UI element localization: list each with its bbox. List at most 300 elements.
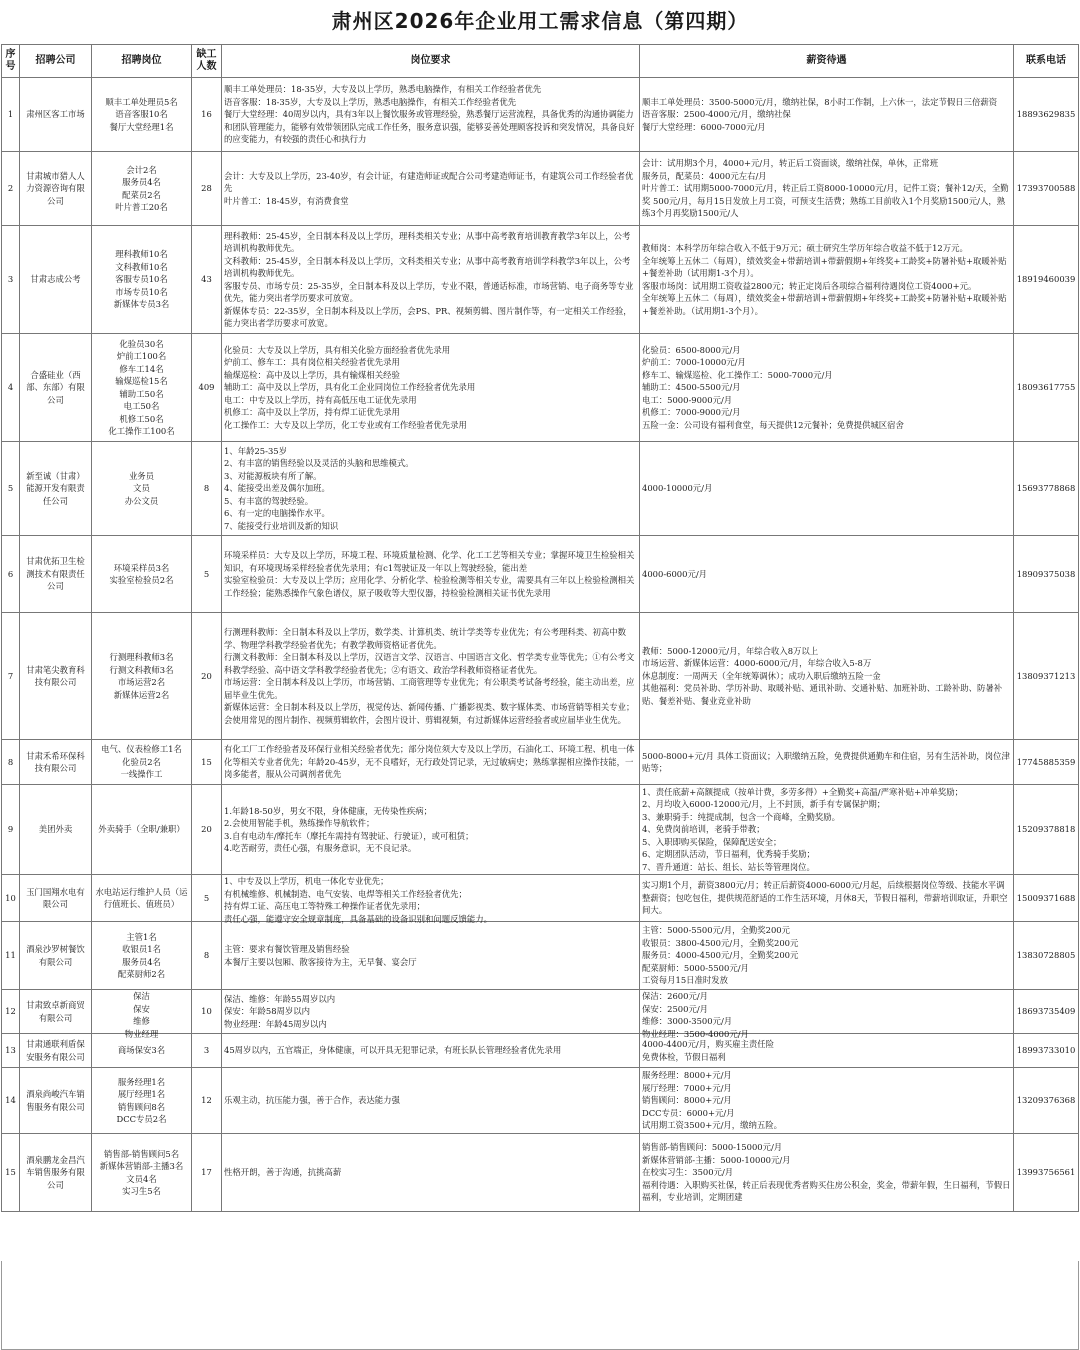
position-item: 行测理科教师3名 — [109, 652, 174, 662]
table-row — [2, 613, 1079, 740]
vacancy-count: 17 — [201, 1167, 212, 1178]
phone-cell — [1014, 1134, 1079, 1212]
table-row — [2, 1068, 1079, 1134]
requirement-line: 餐厅大堂经理：40周岁以内，具有3年以上餐饮服务或管理经验，熟悉餐厅运营流程，具备优秀的沟通协调能力和团队管理能力，能够有效带领团队完成工作任务，服务意识强，能够妥善处理顾客投诉和突发情况，具备良好的应变能力，有较强的责任心和执行力 — [224, 109, 635, 145]
position-item: 销售顾问8名 — [117, 1101, 166, 1112]
positions-cell — [92, 334, 192, 442]
requirement-line: 物业经理：年龄45周岁以内 — [224, 1018, 327, 1029]
salary-line: 电工：5000-9000元/月 — [642, 394, 733, 405]
company-name: 甘肃致卓新商贸有限公司 — [26, 1000, 85, 1023]
positions-cell — [92, 152, 192, 226]
page-title: 肃州区2026年企业用工需求信息（第四期） — [331, 9, 749, 33]
table-row — [2, 740, 1079, 785]
row-index-cell — [2, 334, 20, 442]
requirements-cell — [222, 1034, 640, 1068]
row-index: 10 — [5, 892, 16, 903]
position-item: 服务经理1名 — [117, 1076, 166, 1087]
table-row — [2, 922, 1079, 990]
table-row — [2, 334, 1079, 442]
company-cell — [20, 226, 92, 334]
salary-line: 休息制度：一周两天（全年统筹调休）；成功入职后缴纳五险一金 — [642, 670, 881, 681]
position-item: 文员 — [133, 483, 150, 494]
position-item: 服务员4名 — [122, 956, 161, 967]
requirement-line: 6、有一定的电脑操作水平。 — [224, 508, 330, 519]
requirement-line: 化工操作工：大专及以上学历，化工专业或有工作经验者优先录用 — [224, 419, 467, 430]
requirement-line: 有化工厂工作经验者及环保行业相关经验者优先；部分岗位须大专及以上学历，石油化工、环境工程、机电一体化等相关专业者优先；年龄20-45岁，无不良嗜好，无行政处罚记录，无过敏病史；熟练掌握相应操作技能，一岗多能者，服从公司调剂者优先 — [224, 744, 635, 780]
requirement-line: 持有焊工证、高压电工等特殊工种操作证者优先录用； — [224, 901, 425, 911]
company-name: 合盛硅业（西部、东部）有限公司 — [26, 369, 85, 405]
position-item: 电工50名 — [123, 401, 160, 411]
phone-number: 18893629835 — [1016, 109, 1076, 120]
positions-cell — [92, 1068, 192, 1134]
position-item: 一线操作工 — [120, 769, 163, 780]
company-name: 甘肃志成公考 — [30, 274, 81, 285]
requirement-line: 45周岁以内，五官端正，身体健康，可以开具无犯罪记录，有班长队长管理经验者优先录用 — [224, 1045, 562, 1056]
count-cell — [192, 334, 222, 442]
header-position: 招聘岗位 — [92, 45, 192, 78]
requirement-line: 环境采样员：大专及以上学历，环境工程、环境质量检测、化学、化工工艺等相关专业；掌握环境卫生检验相关知识，有环境现场采样经验者优先录用；有c1驾驶证及一年以上驾驶经验，能出差 — [224, 550, 635, 573]
requirement-line: 理科教师：25-45岁，全日制本科及以上学历，理科类相关专业；从事中高考教育培训教育教学3年以上，公考培训机构教师优先。 — [224, 230, 631, 253]
requirement-line: 4.吃苦耐劳，责任心强，有服务意识，无不良记录。 — [224, 843, 417, 853]
row-index: 4 — [7, 382, 14, 393]
requirements-cell — [222, 152, 640, 226]
phone-cell — [1014, 78, 1079, 152]
vacancy-count: 43 — [201, 274, 212, 285]
phone-cell — [1014, 226, 1079, 334]
company-cell — [20, 1068, 92, 1134]
salary-line: 教师：5000-12000元/月，年综合收入8万以上 — [642, 645, 819, 656]
row-index: 5 — [7, 483, 14, 494]
requirement-line: 1、中专及以上学历，机电一体化专业优先； — [224, 876, 389, 886]
position-item: 辅助工50名 — [119, 388, 164, 399]
position-item: 炉前工100名 — [116, 351, 167, 361]
vacancy-count: 16 — [201, 109, 212, 120]
positions-cell — [92, 613, 192, 740]
position-item: 顺丰工单处理员5名 — [105, 96, 178, 107]
salary-cell — [640, 536, 1014, 613]
requirements-cell — [222, 613, 640, 740]
position-item: DCC专员2名 — [116, 1114, 167, 1124]
phone-cell — [1014, 536, 1079, 613]
phone-cell — [1014, 1034, 1079, 1068]
salary-line: 4000-10000元/月 — [642, 483, 713, 494]
table-header — [2, 45, 1079, 78]
position-item: 新媒体运营2名 — [113, 689, 170, 700]
salary-line: 4000-6000元/月 — [642, 568, 708, 579]
requirements-cell — [222, 922, 640, 990]
vacancy-count: 5 — [203, 568, 210, 579]
requirement-line: 叶片普工：18-45岁，有消费食堂 — [224, 195, 349, 206]
requirements-cell — [222, 990, 640, 1034]
salary-line: 5、入职即购买保险，保障配送安全； — [642, 836, 782, 847]
requirements-cell — [222, 785, 640, 875]
header-idx: 序号 — [2, 45, 20, 78]
requirement-line: 1.年龄18-50岁，男女不限，身体健康，无传染性疾病； — [224, 805, 433, 816]
position-item: 市场运营2名 — [117, 677, 166, 687]
salary-cell — [640, 334, 1014, 442]
salary-line: 餐厅大堂经理：6000-7000元/月 — [642, 121, 766, 132]
count-cell — [192, 226, 222, 334]
row-index: 15 — [5, 1167, 16, 1178]
requirement-line: 责任心强，能遵守安全规章制度，具备基础的设备识别和问题反馈能力。 — [224, 913, 492, 924]
row-index: 8 — [7, 756, 14, 767]
vacancy-count: 20 — [201, 824, 212, 835]
table-row — [2, 785, 1079, 875]
requirement-line: 实验室检验员：大专及以上学历；应用化学、分析化学、检验检测等相关专业，需要具有三年以上检验检测相关工作经验；能熟悉操作气象色谱仪，原子吸收等大型仪器，持检验检测相关证书优先录用 — [224, 575, 635, 598]
count-cell — [192, 990, 222, 1034]
company-cell — [20, 785, 92, 875]
requirements-cell — [222, 536, 640, 613]
requirement-line: 语音客服：18-35岁，大专及以上学历，熟悉电脑操作，有相关工作经验者优先 — [224, 96, 517, 107]
salary-cell — [640, 1068, 1014, 1134]
phone-number: 18693735409 — [1016, 1006, 1076, 1017]
phone-cell — [1014, 740, 1079, 785]
company-cell — [20, 442, 92, 536]
requirement-line: 1、年龄25-35岁 — [224, 445, 287, 456]
position-item: 销售部-销售顾问5名 — [103, 1148, 180, 1159]
requirement-line: 保安：年龄58周岁以内 — [224, 1006, 311, 1017]
positions-cell — [92, 740, 192, 785]
company-name: 甘肃通联利盾保安服务有限公司 — [26, 1039, 85, 1062]
requirement-line: 会计：大专及以上学历，23-40岁，有会计证，有建造师证或配合公司考建造师证书，有建筑公司工作经验者优先 — [224, 170, 634, 194]
company-cell — [20, 1034, 92, 1068]
vacancy-count: 15 — [201, 756, 212, 767]
salary-line: 在校实习生：3500元/月 — [642, 1167, 734, 1178]
requirements-cell — [222, 78, 640, 152]
count-cell — [192, 152, 222, 226]
count-cell — [192, 536, 222, 613]
salary-line: 4、免费岗前培训，老骑手带教； — [642, 824, 765, 835]
phone-number: 17745885359 — [1016, 756, 1076, 767]
position-item: 修车工14名 — [119, 363, 164, 374]
salary-line: 销售部-销售顾问：5000-15000元/月 — [642, 1142, 783, 1153]
company-name: 酒泉鹏龙金昌汽车销售服务有限公司 — [26, 1154, 85, 1190]
salary-line: 修车工、输煤巡检、化工操作工：5000-7000元/月 — [642, 369, 833, 380]
count-cell — [192, 785, 222, 875]
position-item: 行测文科教师3名 — [109, 664, 174, 675]
row-index: 3 — [7, 274, 14, 285]
phone-cell — [1014, 152, 1079, 226]
vacancy-count: 3 — [203, 1045, 210, 1056]
phone-number: 15693778868 — [1016, 483, 1076, 494]
phone-cell — [1014, 875, 1079, 922]
position-item: 餐厅大堂经理1名 — [109, 121, 174, 132]
company-cell — [20, 78, 92, 152]
row-index: 11 — [5, 950, 16, 961]
blank-area — [1, 1261, 1079, 1350]
vacancy-count: 409 — [198, 382, 215, 393]
company-name: 甘肃禾希环保科技有限公司 — [26, 750, 85, 773]
row-index: 9 — [7, 824, 14, 835]
table-row — [2, 875, 1079, 922]
phone-cell — [1014, 334, 1079, 442]
salary-cell — [640, 613, 1014, 740]
position-item: 水电站运行维护人员（运行值班长、值班员） — [95, 886, 188, 909]
salary-line: 机修工：7000-9000元/月 — [642, 407, 741, 418]
company-name: 甘肃城市猎人人力资源咨询有限公司 — [26, 170, 85, 206]
requirements-cell — [222, 334, 640, 442]
count-cell — [192, 1134, 222, 1212]
position-item: 文科教师10名 — [115, 261, 168, 272]
count-cell — [192, 613, 222, 740]
requirement-line: 3.自有电动车/摩托车（摩托车需持有驾驶证、行驶证），或可租赁； — [224, 830, 474, 841]
position-item: 语音客服10名 — [115, 109, 168, 120]
salary-line: 保安：2500元/月 — [642, 1003, 709, 1014]
requirement-line: 市场运营：全日制本科及以上学历，市场营销、工商管理等专业优先；有公职类考试备考经验，能主动出差，应届毕业生优先。 — [224, 677, 635, 700]
position-item: 输煤巡检15名 — [115, 376, 168, 386]
phone-number: 13993756561 — [1016, 1167, 1076, 1178]
positions-cell — [92, 226, 192, 334]
salary-line: 5000-8000+元/月 具体工资面议；入职缴纳五险，免费提供通勤车和住宿，另有生活补助，岗位津贴等； — [642, 750, 1010, 773]
position-item: 配菜员2名 — [122, 189, 161, 200]
salary-line: 全年统筹上五休二（每周），绩效奖金+带薪培训+带薪假期+年终奖+工龄奖+防暑补贴+取暖补贴+餐差补助（试用期1-3个月）。 — [642, 255, 1007, 278]
position-item: 叶片普工20名 — [115, 202, 168, 212]
company-name: 酒泉沙罗树餐饮有限公司 — [26, 944, 85, 967]
salary-line: 新媒体营销部-主播：5000-10000元/月 — [642, 1154, 791, 1165]
count-cell — [192, 1068, 222, 1134]
company-name: 肃州区客工市场 — [26, 109, 85, 120]
company-name: 玉门国翔水电有限公司 — [26, 886, 85, 909]
count-cell — [192, 78, 222, 152]
company-cell — [20, 1134, 92, 1212]
row-index-cell — [2, 152, 20, 226]
requirement-line: 7、能接受行业培训及新的知识 — [224, 520, 339, 531]
requirements-cell — [222, 875, 640, 922]
salary-line: 炉前工：7000-10000元/月 — [642, 357, 746, 368]
table-row — [2, 78, 1079, 152]
position-item: 市场专员10名 — [115, 286, 168, 297]
position-item: 展厅经理1名 — [117, 1089, 166, 1099]
row-index-cell — [2, 740, 20, 785]
table-row — [2, 1134, 1079, 1212]
positions-cell — [92, 785, 192, 875]
position-item: 配菜厨师2名 — [117, 969, 166, 979]
position-item: 主管1名 — [126, 931, 157, 942]
salary-line: 全年统筹上五休二（每周），绩效奖金+带薪培训+带薪假期+年终奖+工龄奖+防暑补贴+取暖补贴+餐差补助。（试用期1-3个月）。 — [642, 293, 1007, 316]
requirement-line: 辅助工：高中及以上学历，具有化工企业同岗位工作经验者优先录用 — [224, 382, 476, 393]
vacancy-count: 5 — [203, 892, 210, 903]
header-company: 招聘公司 — [20, 45, 92, 78]
requirement-line: 5、有丰富的驾驶经验。 — [224, 495, 314, 506]
positions-cell — [92, 536, 192, 613]
positions-cell — [92, 78, 192, 152]
positions-cell — [92, 1134, 192, 1212]
salary-line: 顺丰工单处理员：3500-5000元/月，缴纳社保，8小时工作制，上六休一，法定节假日三倍薪资 — [642, 96, 998, 107]
requirement-line: 保洁、维修：年龄55周岁以内 — [224, 993, 336, 1004]
salary-line: 实习期1个月，薪资3800元/月；转正后薪资4000-6000元/月起，后续根据岗位等级、技能水平调整薪资；包吃包住，提供规范舒适的工作生活环境，月休8天，节假日福利，带薪培训取证，升职空间大。 — [642, 880, 1008, 916]
table-row — [2, 536, 1079, 613]
phone-cell — [1014, 442, 1079, 536]
salary-cell — [640, 875, 1014, 922]
requirement-line: 机修工：高中及以上学历，持有焊工证优先录用 — [224, 407, 400, 418]
position-item: 商场保安3名 — [117, 1045, 166, 1056]
company-name: 酒泉尚峻汽车销售服务有限公司 — [26, 1089, 85, 1112]
positions-cell — [92, 990, 192, 1039]
row-index-cell — [2, 226, 20, 334]
requirement-line: 文科教师：25-45岁，全日制本科及以上学历，文科类相关专业；从事中高考教育培训学科教学3年以上，公考培训机构教师优先。 — [224, 255, 631, 278]
position-item: 维修 — [133, 1016, 150, 1026]
row-index: 6 — [7, 568, 14, 579]
company-name: 美团外卖 — [38, 824, 73, 835]
vacancy-count: 10 — [201, 1006, 212, 1017]
position-item: 物业经理 — [124, 1028, 159, 1039]
table-row — [2, 990, 1079, 1034]
positions-cell — [92, 922, 192, 990]
salary-cell — [640, 990, 1014, 1039]
position-item: 收银员1名 — [122, 944, 161, 954]
row-index: 2 — [7, 183, 14, 194]
position-item: 新媒体营销部-主播3名 — [99, 1161, 184, 1171]
company-cell — [20, 536, 92, 613]
salary-line: 6、定期团队活动，节日福利，优秀骑手奖励； — [642, 849, 815, 860]
company-name: 甘肃优拓卫生检测技术有限责任公司 — [26, 556, 85, 592]
requirement-line: 有机械维修、机械制造、电气安装、电焊等相关工作经验者优先； — [224, 888, 467, 899]
company-name: 甘肃笔尖教育科技有限公司 — [26, 664, 85, 687]
row-index-cell — [2, 875, 20, 922]
salary-line: 福利待遇：入职购买社保，转正后表现优秀者购买住房公积金，奖金，带薪年假，生日福利，节假日福利，专业培训，定期团建 — [642, 1179, 1011, 1203]
positions-cell — [92, 442, 192, 536]
requirement-line: 新媒体运营：全日制本科及以上学历，视觉传达、新闻传播、广播影视类、数字媒体类、市场营销等相关专业；会使用常见的图片制作、视频剪辑软件，会图片设计、剪辑视频，有过新媒体运营经验者或应届毕业生优先。 — [224, 702, 635, 725]
company-cell — [20, 613, 92, 740]
salary-line: 辅助工：4500-5500元/月 — [642, 382, 741, 393]
salary-line: 叶片普工：试用期5000-7000元/月，转正后工资8000-10000元/月，记件工资；餐补12/天，全勤奖 500元/月，每月15日发放上月工资，可预支生活费；熟练工目前收入1个月奖励1500元/人，熟练3个月再奖励1500元/人 — [642, 183, 1009, 219]
phone-cell — [1014, 922, 1079, 990]
position-item: 理科教师10名 — [115, 249, 168, 260]
salary-line: 展厅经理：7000+元/月 — [642, 1082, 732, 1093]
vacancy-count: 12 — [201, 1095, 212, 1106]
requirements-cell — [222, 1068, 640, 1134]
position-item: 机修工50名 — [119, 413, 164, 424]
table-row — [2, 152, 1079, 226]
salary-cell — [640, 152, 1014, 226]
positions-cell — [92, 875, 192, 922]
requirement-line: 行测文科教师：全日制本科及以上学历，汉语言文学、汉语言、中国语言文化、哲学类专业等优先；①有公考文科教学经验、高中语文学科教学经验者优先；②有语文、政治学科教师资格证者优先。 — [224, 652, 635, 675]
requirement-line: 2.会使用智能手机，熟练操作导航软件； — [224, 818, 375, 828]
vacancy-count: 28 — [201, 183, 212, 194]
salary-line: 收银员：3800-4500元/月，全勤奖200元 — [642, 937, 799, 948]
row-index-cell — [2, 536, 20, 613]
salary-cell — [640, 78, 1014, 152]
phone-number: 15209378818 — [1016, 824, 1076, 835]
table-row — [2, 1034, 1079, 1068]
count-cell — [192, 922, 222, 990]
position-item: 业务员 — [128, 470, 155, 481]
requirement-line: 炉前工、修车工：具有岗位相关经验者优先录用 — [224, 357, 400, 368]
salary-line: 五险一金：公司设有福利食堂，每天提供12元餐补；免费提供城区宿舍 — [642, 419, 904, 430]
salary-line: 试用期工资3500+元/月，缴纳五险。 — [642, 1120, 783, 1131]
jobs-table — [1, 44, 1079, 1212]
row-index-cell — [2, 613, 20, 740]
header-requirements: 岗位要求 — [222, 45, 640, 78]
salary-line: 教师岗：本科学历年综合收入不低于9万元；硕士研究生学历年综合收益不低于12万元。 — [642, 243, 968, 253]
vacancy-count: 20 — [201, 670, 212, 681]
requirement-line: 4、能接受出差及偶尔加班。 — [224, 483, 330, 494]
row-index: 7 — [7, 670, 14, 681]
salary-line: DCC专员：6000+元/月 — [642, 1107, 735, 1118]
salary-cell — [640, 1134, 1014, 1212]
salary-line: 物业经理：3500-4000元/月 — [642, 1028, 749, 1039]
company-cell — [20, 875, 92, 922]
position-item: 电气、仪表检修工1名 — [101, 744, 182, 755]
row-index-cell — [2, 922, 20, 990]
phone-number: 13209376368 — [1016, 1095, 1076, 1106]
company-cell — [20, 334, 92, 442]
table-body — [2, 78, 1079, 1212]
phone-cell — [1014, 1068, 1079, 1134]
row-index-cell — [2, 990, 20, 1034]
company-cell — [20, 152, 92, 226]
salary-line: 销售顾问：8000+元/月 — [642, 1095, 732, 1106]
requirements-cell — [222, 442, 640, 536]
requirement-line: 顺丰工单处理员：18-35岁，大专及以上学历，熟悉电脑操作，有相关工作经验者优先 — [224, 84, 542, 95]
salary-line: 市场运营、新媒体运营：4000-6000元/月，年综合收入5-8万 — [642, 658, 872, 669]
requirement-line: 3、对能源板块有所了解。 — [224, 470, 322, 481]
header-phone: 联系电话 — [1014, 45, 1079, 78]
header-count: 缺工人数 — [192, 45, 222, 78]
requirements-cell — [222, 1134, 640, 1212]
count-cell — [192, 740, 222, 785]
salary-line: 化验员：6500-8000元/月 — [642, 344, 741, 355]
phone-cell — [1014, 785, 1079, 875]
row-index-cell — [2, 1034, 20, 1068]
row-index-cell — [2, 1068, 20, 1134]
requirement-line: 主管：要求有餐饮管理及销售经验 — [224, 944, 350, 954]
phone-cell — [1014, 613, 1079, 740]
row-index: 13 — [5, 1045, 16, 1056]
phone-number: 18909375038 — [1016, 568, 1076, 579]
requirements-cell — [222, 226, 640, 334]
row-index-cell — [2, 78, 20, 152]
requirement-line: 电工：中专及以上学历，持有高低压电工证优先录用 — [224, 394, 417, 405]
salary-line: 维修：3000-3500元/月 — [642, 1016, 733, 1026]
position-item: 环境采样员3名 — [113, 562, 170, 573]
requirement-line: 性格开朗，善于沟通，抗挑高薪 — [224, 1167, 342, 1178]
salary-line: 免费体检，节假日福利 — [642, 1051, 726, 1062]
salary-line: 服务经理：8000+元/月 — [642, 1070, 732, 1081]
salary-line: 1、责任底薪+高额提成（按单计费，多劳多得）+全勤奖+高温/严寒补贴+冲单奖励； — [642, 786, 963, 797]
position-item: 保安 — [133, 1003, 150, 1014]
salary-cell — [640, 922, 1014, 990]
salary-line: 主管：5000-5500元/月，全勤奖200元 — [642, 925, 791, 936]
position-item: 化验员30名 — [119, 338, 164, 349]
requirement-line: 新媒体专员：22-35岁，全日制本科及以上学历，会PS、PR、视频剪辑、图片制作等，有一定相关工作经验，能力突出者学历要求可放宽。 — [224, 305, 632, 328]
salary-cell — [640, 442, 1014, 536]
salary-line: 会计：试用期3个月，4000+元/月，转正后工资面谈，缴纳社保，单休，正常班 — [642, 158, 939, 169]
position-item: 实验室检验员2名 — [109, 575, 174, 585]
table-row — [2, 226, 1079, 334]
position-item: 实习生5名 — [122, 1186, 161, 1196]
phone-cell — [1014, 990, 1079, 1034]
row-index-cell — [2, 785, 20, 875]
position-item: 会计2名 — [126, 164, 157, 175]
row-index-cell — [2, 442, 20, 536]
row-index: 1 — [7, 109, 14, 120]
position-item: 办公文员 — [124, 495, 159, 506]
table-row — [2, 442, 1079, 536]
vacancy-count: 8 — [203, 950, 210, 961]
salary-line: 保洁：2600元/月 — [642, 991, 709, 1001]
position-item: 化验员2名 — [122, 756, 161, 767]
salary-line: 语音客服：2500-4000元/月，缴纳社保 — [642, 109, 791, 120]
phone-number: 15009371688 — [1016, 892, 1076, 903]
salary-line: 工资每月15日准时发放 — [642, 975, 729, 986]
position-item: 新媒体专员3名 — [113, 299, 170, 310]
count-cell — [192, 442, 222, 536]
salary-line: 服务员：4000-4500元/月，全勤奖200元 — [642, 950, 799, 961]
requirement-line: 化验员：大专及以上学历，具有相关化验方面经验者优先录用 — [224, 344, 451, 355]
salary-cell — [640, 1034, 1014, 1068]
company-cell — [20, 990, 92, 1034]
